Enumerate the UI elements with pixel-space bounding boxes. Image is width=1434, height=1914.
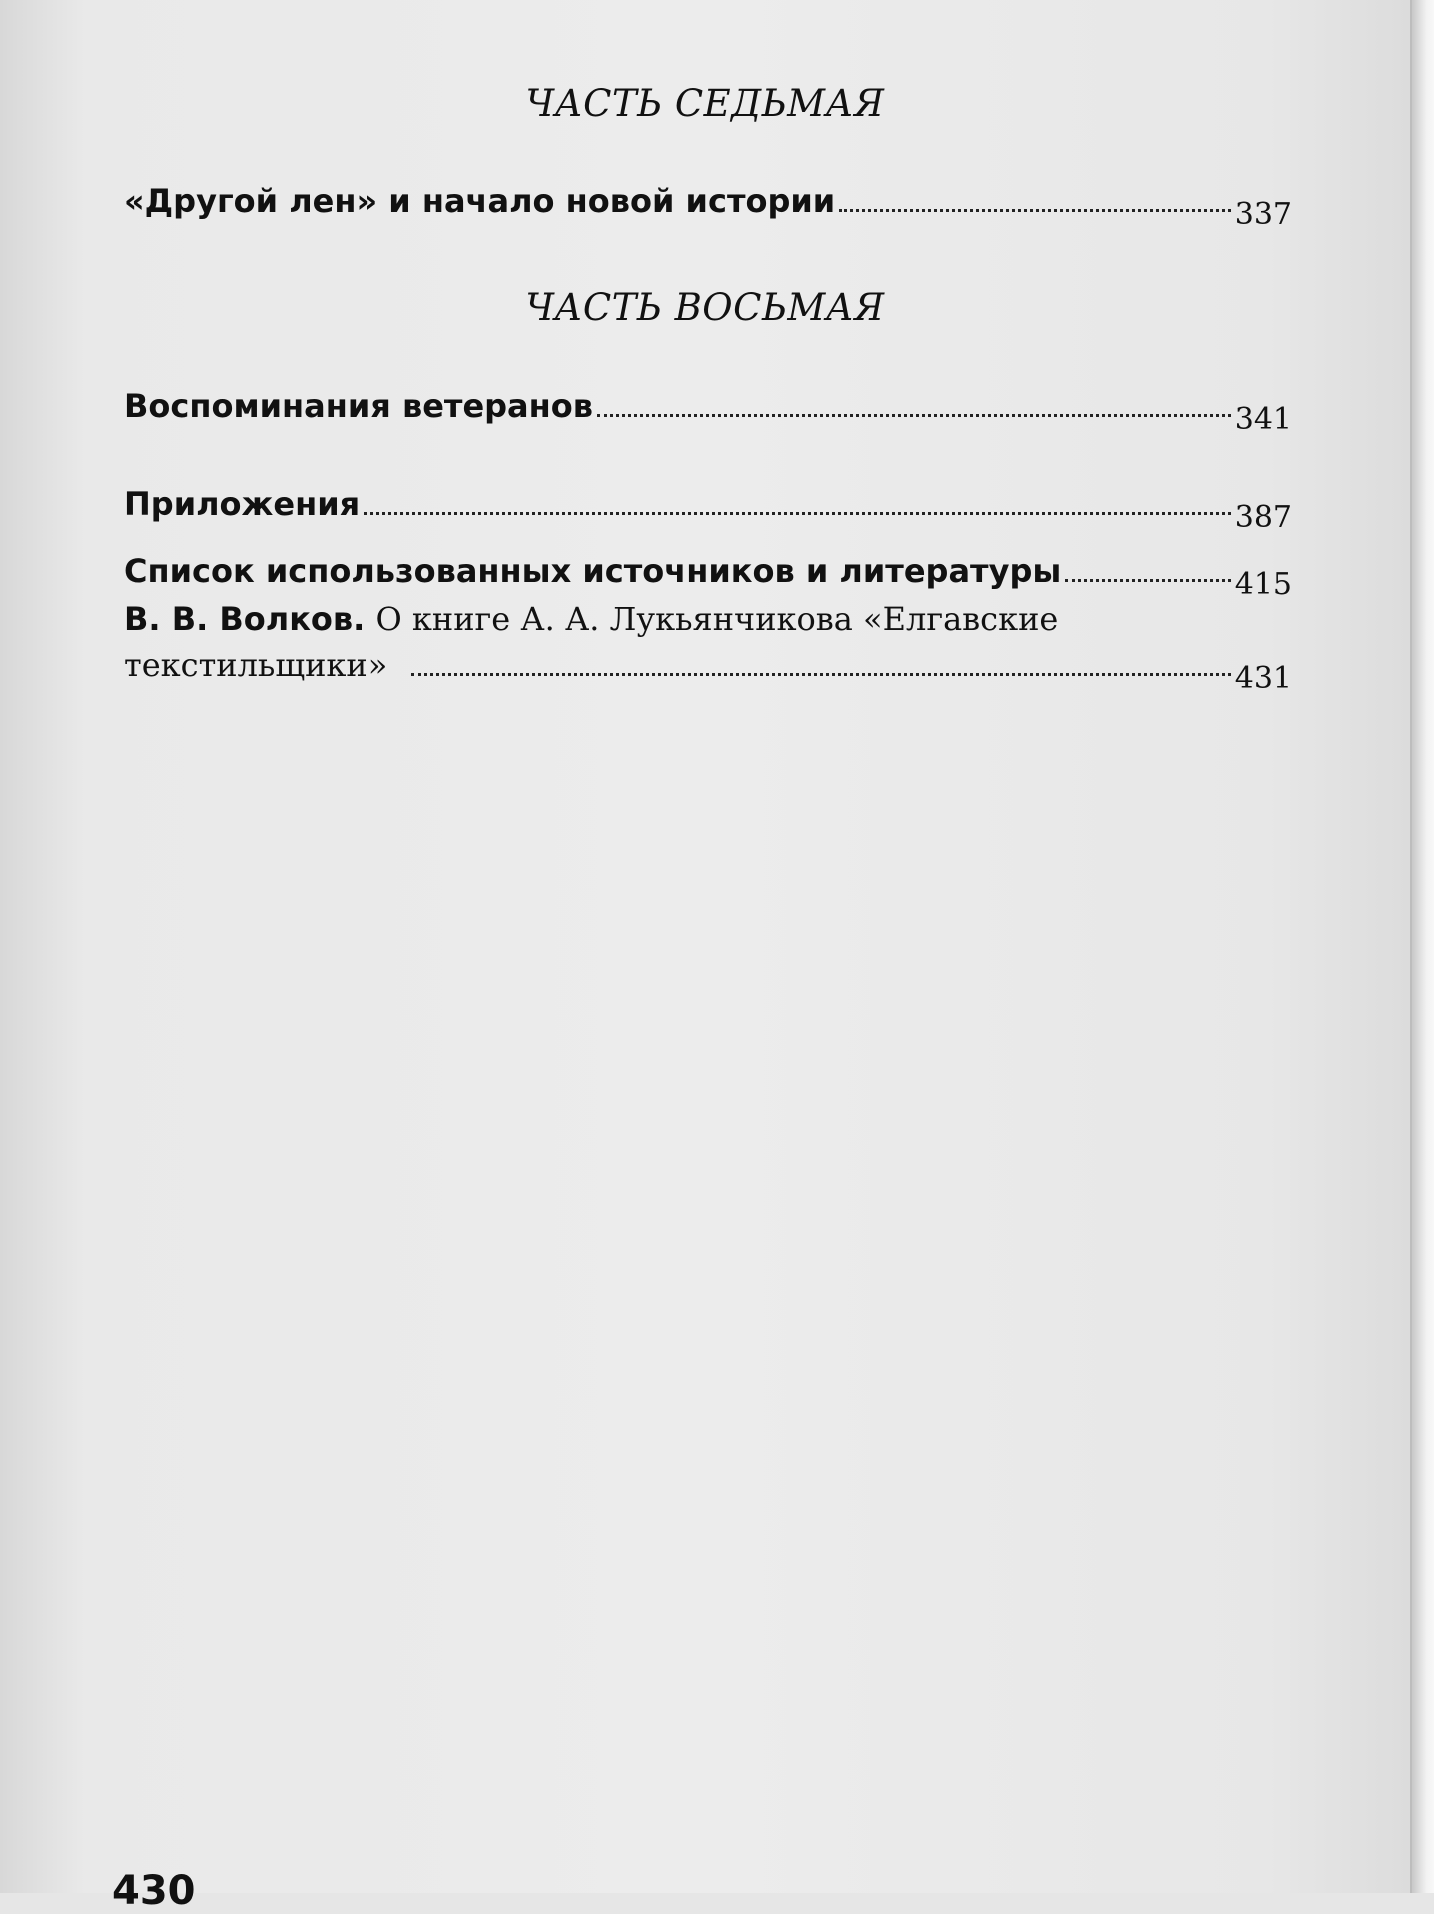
page-number: 430: [112, 1868, 196, 1914]
toc-entry-title: [365, 598, 1058, 640]
toc-entry-sources: [124, 550, 1292, 602]
leader-dots: [1065, 579, 1230, 582]
leader-dots: [364, 512, 1231, 515]
toc-entry-veterans: [124, 385, 1292, 437]
toc-entry-author: В. В. Волков.: [124, 600, 366, 638]
leader-dots: [411, 673, 1230, 676]
page-edge: [1410, 0, 1434, 1893]
toc-entry-page: 415: [1234, 567, 1292, 602]
leader-dots: [597, 414, 1231, 417]
toc-entry-title: Воспоминания ветеранов: [124, 387, 593, 425]
part-eight-heading: ЧАСТЬ ВОСЬМАЯ: [525, 286, 885, 329]
toc-entry-title-line1: О книге А. А. Лукьянчикова «Елгавские: [375, 600, 1059, 638]
toc-entry-title: Список использованных источников и литературы: [124, 552, 1062, 590]
toc-entry-page: 431: [1234, 661, 1292, 696]
leader-dots: [839, 209, 1231, 212]
part-seven-heading: ЧАСТЬ СЕДЬМАЯ: [525, 82, 885, 125]
toc-entry-volkov: [124, 598, 1292, 696]
toc-entry-page: 341: [1234, 402, 1292, 437]
toc-entry-other-flax: [124, 180, 1292, 232]
toc-entry-title-line2: текстильщики»: [124, 646, 388, 684]
toc-entry-page: 337: [1234, 197, 1292, 232]
toc-entry-appendix: [124, 483, 1292, 535]
toc-entry-page: 387: [1234, 500, 1292, 535]
toc-entry-title: «Другой лен» и начало новой истории: [124, 182, 836, 220]
toc-entry-title: Приложения: [124, 485, 361, 523]
